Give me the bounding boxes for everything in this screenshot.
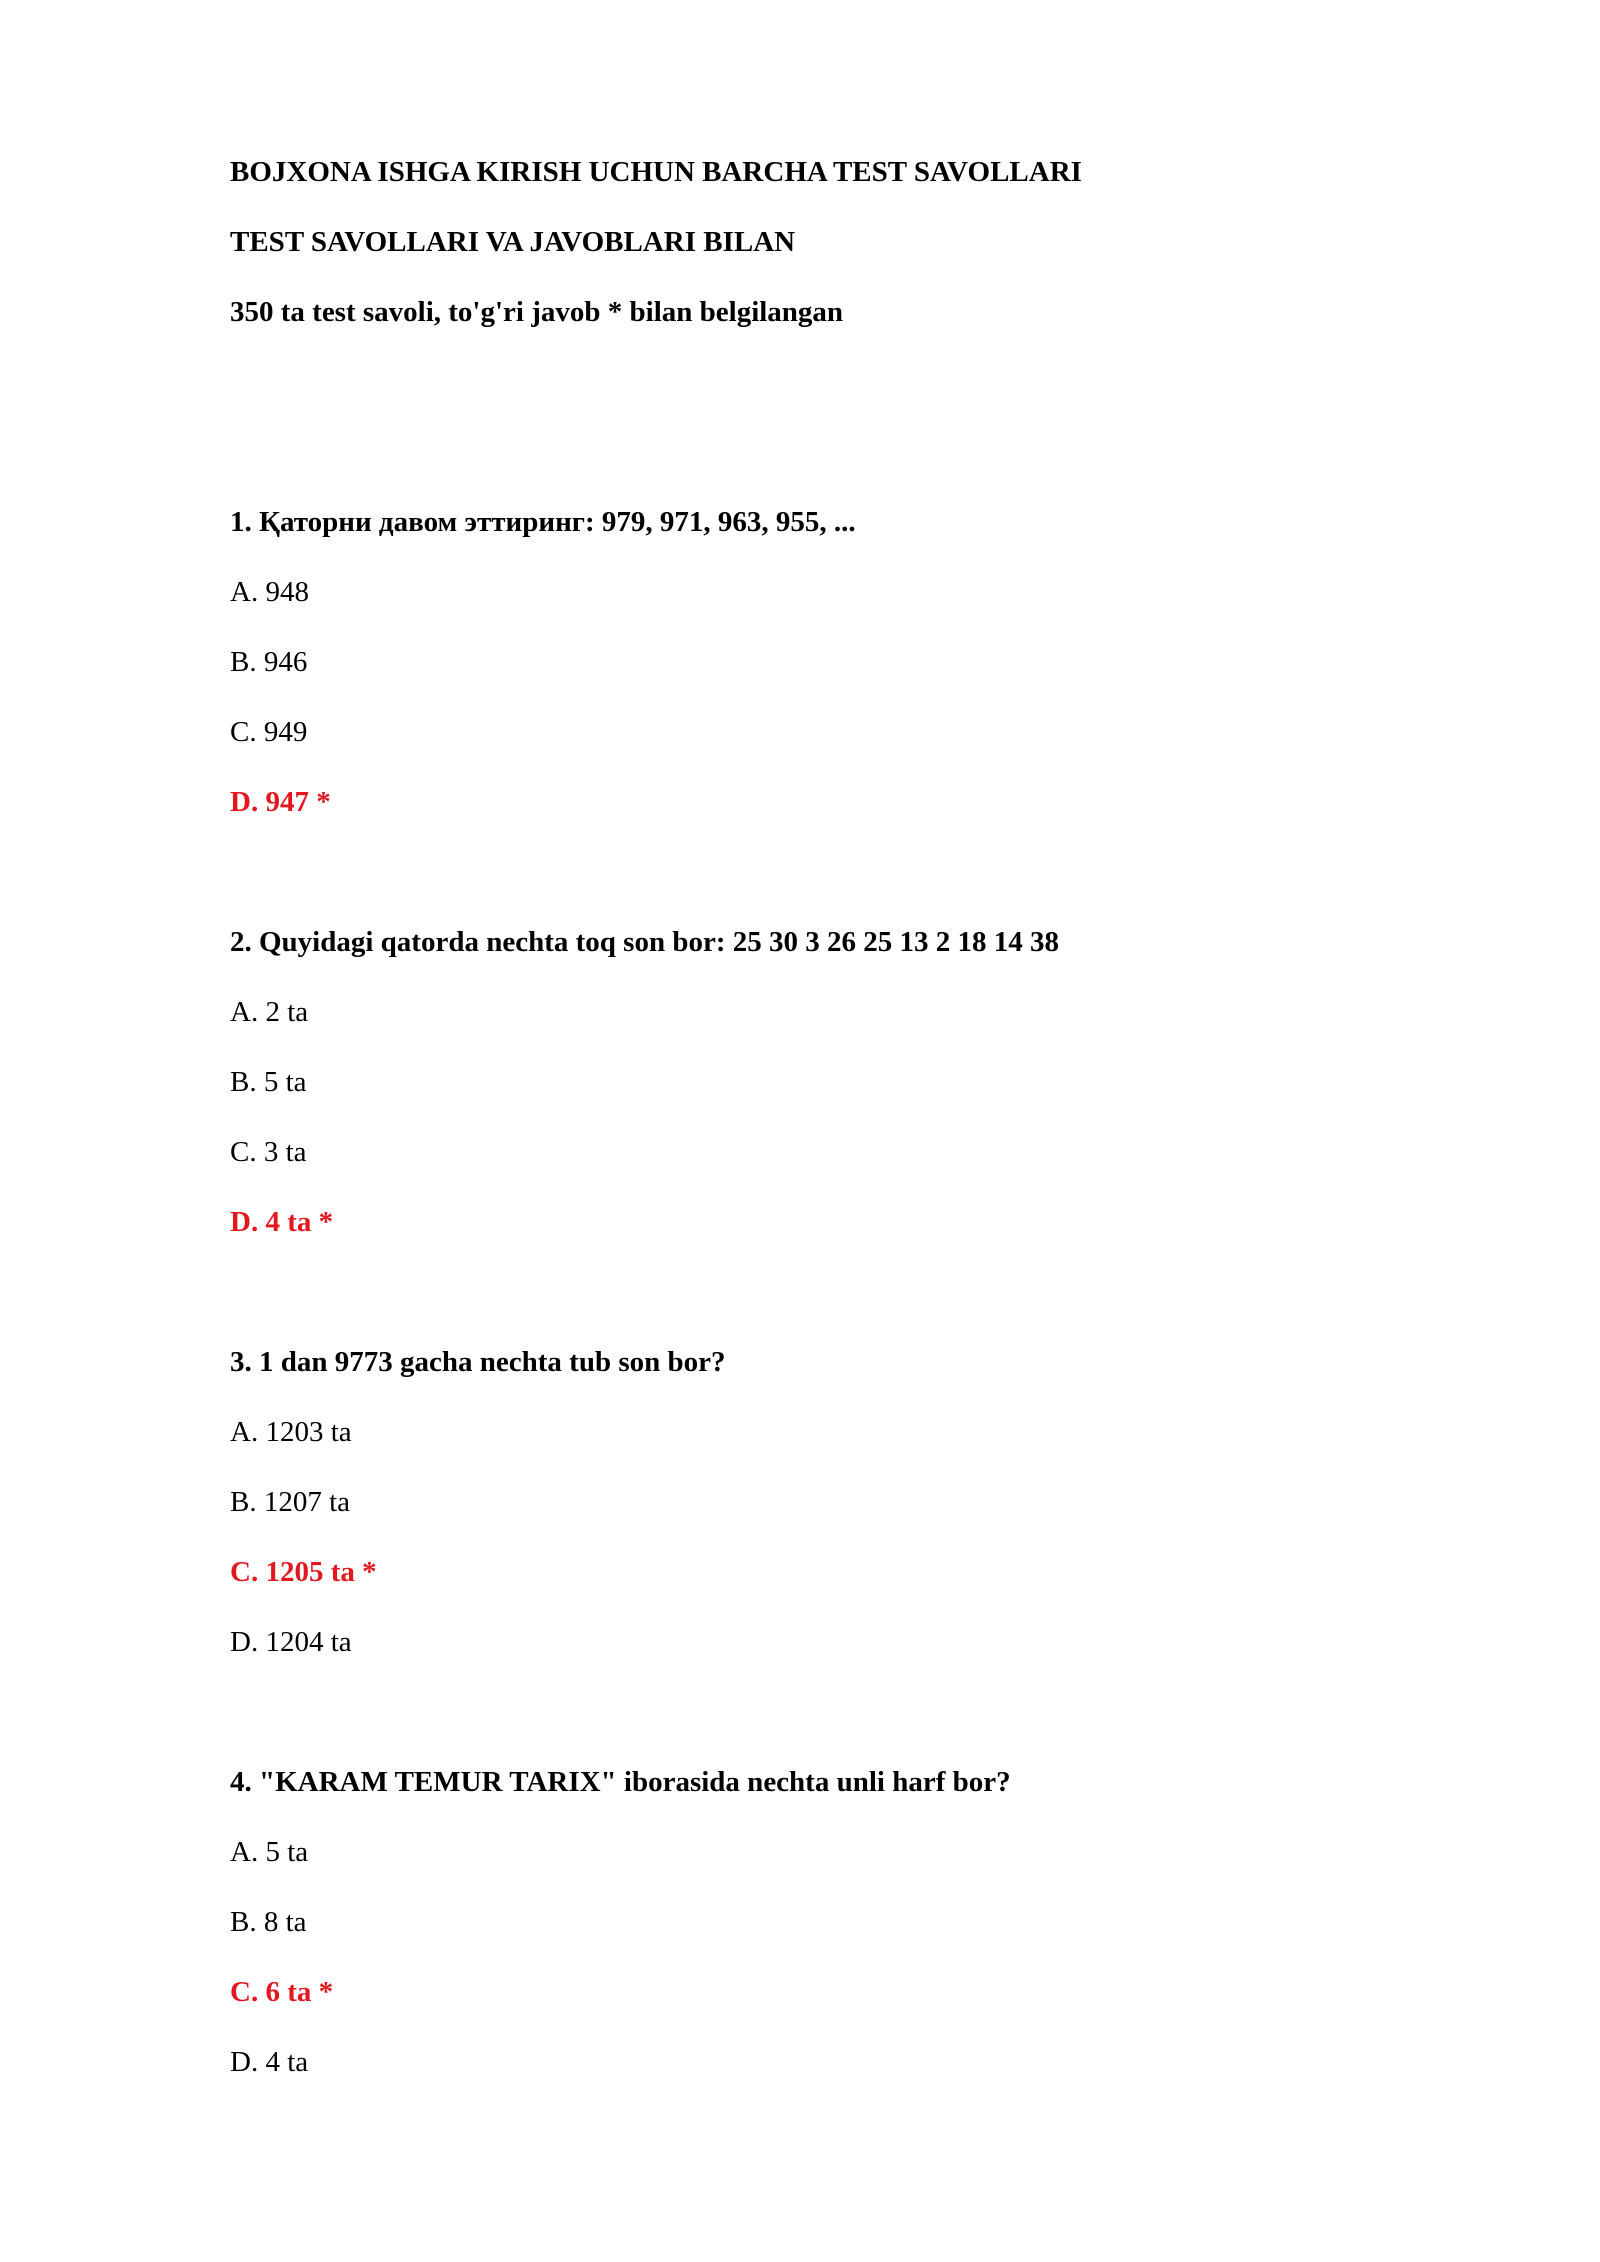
answer-option: B. 8 ta <box>230 1906 307 1938</box>
answer-option: D. 1204 ta <box>230 1626 352 1658</box>
answer-option: D. 4 ta <box>230 2046 309 2078</box>
answer-option: B. 1207 ta <box>230 1486 351 1518</box>
answer-option: A. 1203 ta <box>230 1416 352 1448</box>
question-4 <box>230 1747 1400 2097</box>
answer-option: B. 5 ta <box>230 1066 307 1098</box>
answer-option: A. 2 ta <box>230 996 309 1028</box>
answer-option: C. 949 <box>230 716 308 748</box>
correct-answer-option: D. 4 ta * <box>230 1206 334 1238</box>
correct-answer-option: C. 1205 ta * <box>230 1556 377 1588</box>
document-title: BOJXONA ISHGA KIRISH UCHUN BARCHA TEST SAVOLLARI <box>230 156 1082 188</box>
document-subtitle: TEST SAVOLLARI VA JAVOBLARI BILAN <box>230 226 796 258</box>
question-2 <box>230 907 1400 1257</box>
question-text: 2. Quyidagi qatorda nechta toq son bor: 25 30 3 26 25 13 2 18 14 38 <box>230 926 1059 958</box>
question-text: 1. Қаторни давом эттиринг: 979, 971, 963, 955, ... <box>230 506 856 538</box>
answer-option: A. 5 ta <box>230 1836 309 1868</box>
answer-option: B. 946 <box>230 646 308 678</box>
document-header <box>230 137 1400 347</box>
answer-option: C. 3 ta <box>230 1136 307 1168</box>
question-list <box>230 487 1400 2097</box>
answer-option: A. 948 <box>230 576 309 608</box>
question-text: 4. "KARAM TEMUR TARIX" iborasida nechta unli harf bor? <box>230 1766 1011 1798</box>
correct-answer-option: C. 6 ta * <box>230 1976 334 2008</box>
document-description: 350 ta test savoli, to'g'ri javob * bilan belgilangan <box>230 296 844 328</box>
question-3 <box>230 1327 1400 1677</box>
correct-answer-option: D. 947 * <box>230 786 331 818</box>
question-1 <box>230 487 1400 837</box>
question-text: 3. 1 dan 9773 gacha nechta tub son bor? <box>230 1346 726 1378</box>
